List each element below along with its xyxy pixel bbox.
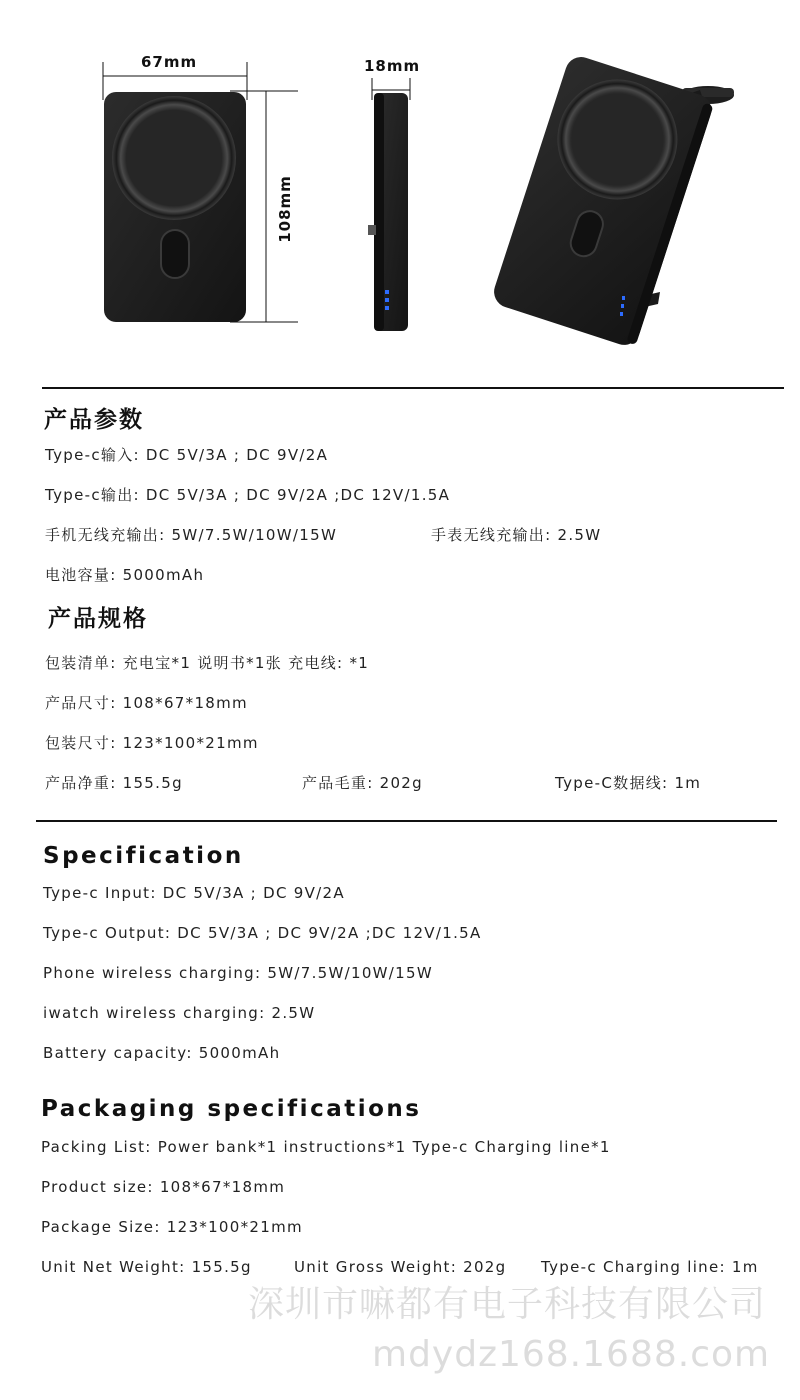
spec-packing-cn: 包装清单: 充电宝*1 说明书*1张 充电线: *1 <box>45 654 370 672</box>
pack-net-weight-en: Unit Net Weight: 155.5g <box>41 1258 252 1276</box>
pack-gross-weight-en: Unit Gross Weight: 202g <box>294 1258 507 1276</box>
spec-watch-wireless-en: iwatch wireless charging: 2.5W <box>43 1004 316 1022</box>
watermark-company: 深圳市嘛都有电子科技有限公司 <box>248 1284 767 1325</box>
pack-list-en: Packing List: Power bank*1 instructions*1 Type-c Charging line*1 <box>41 1138 611 1156</box>
spec-net-weight-cn: 产品净重: 155.5g <box>45 774 183 792</box>
param-watch-wireless-cn: 手表无线充输出: 2.5W <box>431 526 602 544</box>
spec-gross-weight-cn: 产品毛重: 202g <box>302 774 423 792</box>
spec-package-size-cn: 包装尺寸: 123*100*21mm <box>45 734 259 752</box>
param-output-cn: Type-c输出: DC 5V/3A ; DC 9V/2A ;DC 12V/1.5A <box>45 486 451 504</box>
side-view <box>368 78 410 331</box>
section-heading-params-cn: 产品参数 <box>44 407 144 433</box>
param-battery-cn: 电池容量: 5000mAh <box>45 566 205 584</box>
pack-product-size-en: Product size: 108*67*18mm <box>41 1178 286 1196</box>
front-view <box>103 62 298 322</box>
spec-output-en: Type-c Output: DC 5V/3A ; DC 9V/2A ;DC 12V/1.5A <box>43 924 482 942</box>
spec-product-size-cn: 产品尺寸: 108*67*18mm <box>45 694 248 712</box>
divider-middle <box>36 820 777 822</box>
spec-cable-cn: Type-C数据线: 1m <box>555 774 702 792</box>
width-dimension-label: 67mm <box>141 53 198 71</box>
divider-top <box>42 387 784 389</box>
height-dimension-label: 108mm <box>276 175 294 243</box>
watermark-site: mdydz168.1688.com <box>372 1334 771 1375</box>
section-heading-packaging: Packaging specifications <box>41 1096 422 1122</box>
pack-cable-en: Type-c Charging line: 1m <box>541 1258 759 1276</box>
spec-phone-wireless-en: Phone wireless charging: 5W/7.5W/10W/15W <box>43 964 433 982</box>
depth-dimension-label: 18mm <box>364 57 421 75</box>
perspective-view <box>490 53 734 349</box>
section-heading-specs-cn: 产品规格 <box>48 606 148 632</box>
spec-battery-en: Battery capacity: 5000mAh <box>43 1044 281 1062</box>
section-heading-specification: Specification <box>43 843 244 869</box>
param-input-cn: Type-c输入: DC 5V/3A ; DC 9V/2A <box>45 446 329 464</box>
product-illustration <box>0 0 800 370</box>
pack-package-size-en: Package Size: 123*100*21mm <box>41 1218 303 1236</box>
spec-input-en: Type-c Input: DC 5V/3A ; DC 9V/2A <box>43 884 345 902</box>
param-phone-wireless-cn: 手机无线充输出: 5W/7.5W/10W/15W <box>45 526 338 544</box>
